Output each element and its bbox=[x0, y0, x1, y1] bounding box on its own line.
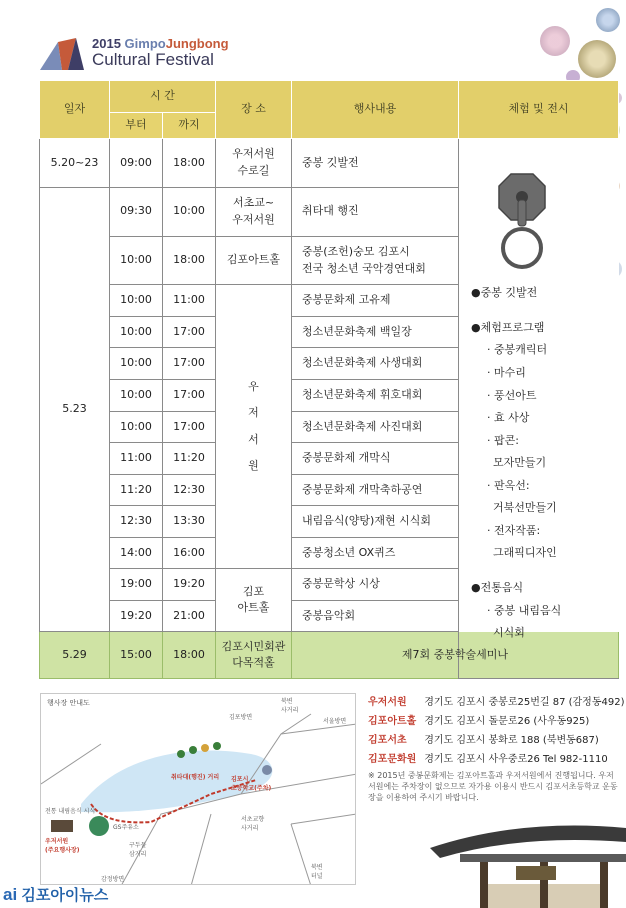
parking-note: ※ 2015년 중봉문화제는 김포아트홀과 우저서원에서 진행됩니다. 우저서원에는 주차장이 없으므로 자가용 이용시 반드시 김포서초등학교 운동장을 이용하여 주시기 바랍니다. bbox=[368, 771, 618, 802]
cell-to: 11:00 bbox=[163, 285, 216, 317]
map-label: 감정방면 bbox=[101, 876, 125, 883]
decorative-circle bbox=[596, 8, 620, 32]
logo-year: 2015 bbox=[92, 36, 121, 51]
cell-from: 12:30 bbox=[110, 506, 163, 538]
experience-item: ●전통음식 bbox=[471, 580, 524, 594]
cell-to: 21:00 bbox=[163, 600, 216, 632]
cell-from: 11:00 bbox=[110, 443, 163, 475]
cell-event: 취타대 행진 bbox=[292, 187, 459, 236]
schedule-table bbox=[39, 80, 619, 679]
map-label: 북변 터널 bbox=[311, 864, 323, 880]
cell-place: 김포시민회관 다목적홀 bbox=[216, 632, 292, 679]
cell-from: 10:00 bbox=[110, 348, 163, 380]
address-row bbox=[368, 693, 625, 712]
cell-to: 18:00 bbox=[163, 139, 216, 188]
cell-event: 중봉(조헌)숭모 김포시 전국 청소년 국악경연대회 bbox=[292, 236, 459, 285]
footer-logo-text: 김포아이뉴스 bbox=[21, 887, 109, 904]
map-label: 김포방면 bbox=[229, 714, 253, 721]
experience-subitem: 그래픽디자인 bbox=[493, 546, 557, 560]
cell-place: 우저서원 수로길 bbox=[216, 139, 292, 188]
experience-subitem: 모자만들기 bbox=[493, 456, 547, 470]
cell-event: 청소년문화축제 휘호대회 bbox=[292, 379, 459, 411]
address-value: 경기도 김포시 봉화로 188 (북변동687) bbox=[424, 735, 599, 746]
place-char: 우 bbox=[248, 379, 259, 393]
experience-subitem: · 판옥선: bbox=[487, 478, 530, 492]
header-experience: 체험 및 전시 bbox=[459, 81, 619, 139]
experience-subitem: · 중봉 내림음식 bbox=[487, 603, 562, 617]
cell-event: 제7회 중봉학술세미나 bbox=[292, 632, 619, 679]
cell-to: 19:20 bbox=[163, 569, 216, 601]
cell-date: 5.29 bbox=[40, 632, 110, 679]
header-to: 까지 bbox=[163, 113, 216, 139]
cell-to: 16:00 bbox=[163, 537, 216, 569]
map-label: 취타대(행진) 거리 bbox=[171, 774, 220, 781]
logo-jungbong: Jungbong bbox=[165, 36, 229, 51]
map-label: 서울방면 bbox=[323, 718, 347, 725]
map-label: 우저서원 (주요행사장) bbox=[45, 838, 80, 854]
cell-from: 10:00 bbox=[110, 316, 163, 348]
cell-event: 내림음식(양탕)재현 시식회 bbox=[292, 506, 459, 538]
cell-to: 17:00 bbox=[163, 411, 216, 443]
map-title: 행사장 안내도 bbox=[47, 699, 90, 707]
cell-event: 중봉음악회 bbox=[292, 600, 459, 632]
address-name: 김포서초 bbox=[368, 735, 407, 746]
map-label: 김포시 초등학교(주차) bbox=[231, 776, 272, 792]
cell-from: 19:20 bbox=[110, 600, 163, 632]
map-drawing bbox=[41, 694, 356, 885]
address-value: 경기도 김포시 돌문로26 (사우동925) bbox=[424, 716, 590, 727]
place-char: 원 bbox=[248, 459, 259, 473]
address-name: 김포아트홀 bbox=[368, 716, 417, 727]
logo-title bbox=[92, 36, 229, 51]
cell-to: 17:00 bbox=[163, 316, 216, 348]
cell-place: 김포아트홀 bbox=[216, 236, 292, 285]
cell-from: 15:00 bbox=[110, 632, 163, 679]
address-list bbox=[368, 693, 625, 769]
footer-logo bbox=[3, 884, 108, 905]
cell-from: 11:20 bbox=[110, 474, 163, 506]
experience-column bbox=[459, 139, 619, 679]
address-value: 경기도 김포시 중봉로25번길 87 (감정동492) bbox=[424, 697, 625, 708]
cell-event: 중봉문화제 개막축하공연 bbox=[292, 474, 459, 506]
map-label: 북변 사거리 bbox=[281, 698, 299, 714]
cell-place-arthall: 김포 아트홀 bbox=[216, 569, 292, 632]
cell-event: 중봉문화제 개막식 bbox=[292, 443, 459, 475]
cell-to: 18:00 bbox=[163, 632, 216, 679]
cell-event: 중봉 깃발전 bbox=[292, 139, 459, 188]
cell-date: 5.23 bbox=[40, 187, 110, 631]
experience-subitem: 시식회 bbox=[493, 626, 525, 640]
cell-event: 청소년문화축제 백일장 bbox=[292, 316, 459, 348]
footer-logo-ai: ai bbox=[3, 885, 18, 904]
address-row bbox=[368, 731, 618, 750]
cell-event: 중봉문학상 시상 bbox=[292, 569, 459, 601]
cell-date: 5.20~23 bbox=[40, 139, 110, 188]
cell-place: 서초교~ 우저서원 bbox=[216, 187, 292, 236]
experience-subitem: · 팝콘: bbox=[487, 433, 519, 447]
logo-mark-icon bbox=[38, 36, 86, 72]
cell-event: 중봉청소년 OX퀴즈 bbox=[292, 537, 459, 569]
cell-from: 09:30 bbox=[110, 187, 163, 236]
address-name: 김포문화원 bbox=[368, 754, 417, 765]
map-label: 서초교향 사거리 bbox=[241, 816, 265, 832]
address-row bbox=[368, 712, 618, 731]
cell-to: 10:00 bbox=[163, 187, 216, 236]
header-event: 행사내용 bbox=[292, 81, 459, 139]
cell-from: 19:00 bbox=[110, 569, 163, 601]
header-time: 시 간 bbox=[110, 81, 216, 113]
header-date: 일자 bbox=[40, 81, 110, 139]
hanok-building-icon bbox=[420, 808, 626, 908]
experience-subitem: · 풍선아트 bbox=[487, 388, 537, 402]
logo-subtitle: Cultural Festival bbox=[92, 50, 214, 69]
door-knocker-icon bbox=[497, 172, 547, 272]
map-label: 전통 내림음식 시식 bbox=[45, 808, 96, 815]
cell-event: 청소년문화축제 사진대회 bbox=[292, 411, 459, 443]
place-char: 저 bbox=[248, 406, 259, 420]
cell-to: 11:20 bbox=[163, 443, 216, 475]
logo-gimpo: Gimpo bbox=[124, 36, 166, 51]
address-name: 우저서원 bbox=[368, 697, 407, 708]
address-value: 경기도 김포시 사우중로26 Tel 982-1110 bbox=[424, 754, 608, 765]
experience-item: ●체험프로그램 bbox=[471, 320, 545, 334]
cell-from: 10:00 bbox=[110, 285, 163, 317]
map-label: 구두들 삼거리 bbox=[129, 842, 147, 858]
cell-to: 18:00 bbox=[163, 236, 216, 285]
experience-subitem: 거북선만들기 bbox=[493, 501, 557, 515]
cell-to: 12:30 bbox=[163, 474, 216, 506]
experience-subitem: · 마수리 bbox=[487, 366, 526, 380]
experience-subitem: · 전자작품: bbox=[487, 523, 541, 537]
cell-from: 10:00 bbox=[110, 411, 163, 443]
cell-to: 13:30 bbox=[163, 506, 216, 538]
cell-from: 09:00 bbox=[110, 139, 163, 188]
cell-from: 10:00 bbox=[110, 379, 163, 411]
cell-to: 17:00 bbox=[163, 348, 216, 380]
festival-logo bbox=[38, 30, 238, 74]
cell-to: 17:00 bbox=[163, 379, 216, 411]
map-label: GS주유소 bbox=[113, 824, 139, 831]
cell-place-woojeo bbox=[216, 285, 292, 569]
place-char: 서 bbox=[248, 432, 259, 446]
experience-subitem: · 효 사상 bbox=[487, 411, 530, 425]
decorative-circle bbox=[540, 26, 570, 56]
venue-map bbox=[40, 693, 356, 885]
decorative-circle bbox=[578, 40, 616, 78]
address-row bbox=[368, 750, 618, 769]
cell-from: 14:00 bbox=[110, 537, 163, 569]
header-from: 부터 bbox=[110, 113, 163, 139]
experience-subitem: · 중봉캐릭터 bbox=[487, 343, 548, 357]
cell-event: 중봉문화제 고유제 bbox=[292, 285, 459, 317]
header-place: 장 소 bbox=[216, 81, 292, 139]
cell-from: 10:00 bbox=[110, 236, 163, 285]
experience-item: ●중봉 깃발전 bbox=[471, 286, 538, 300]
cell-event: 청소년문화축제 사생대회 bbox=[292, 348, 459, 380]
